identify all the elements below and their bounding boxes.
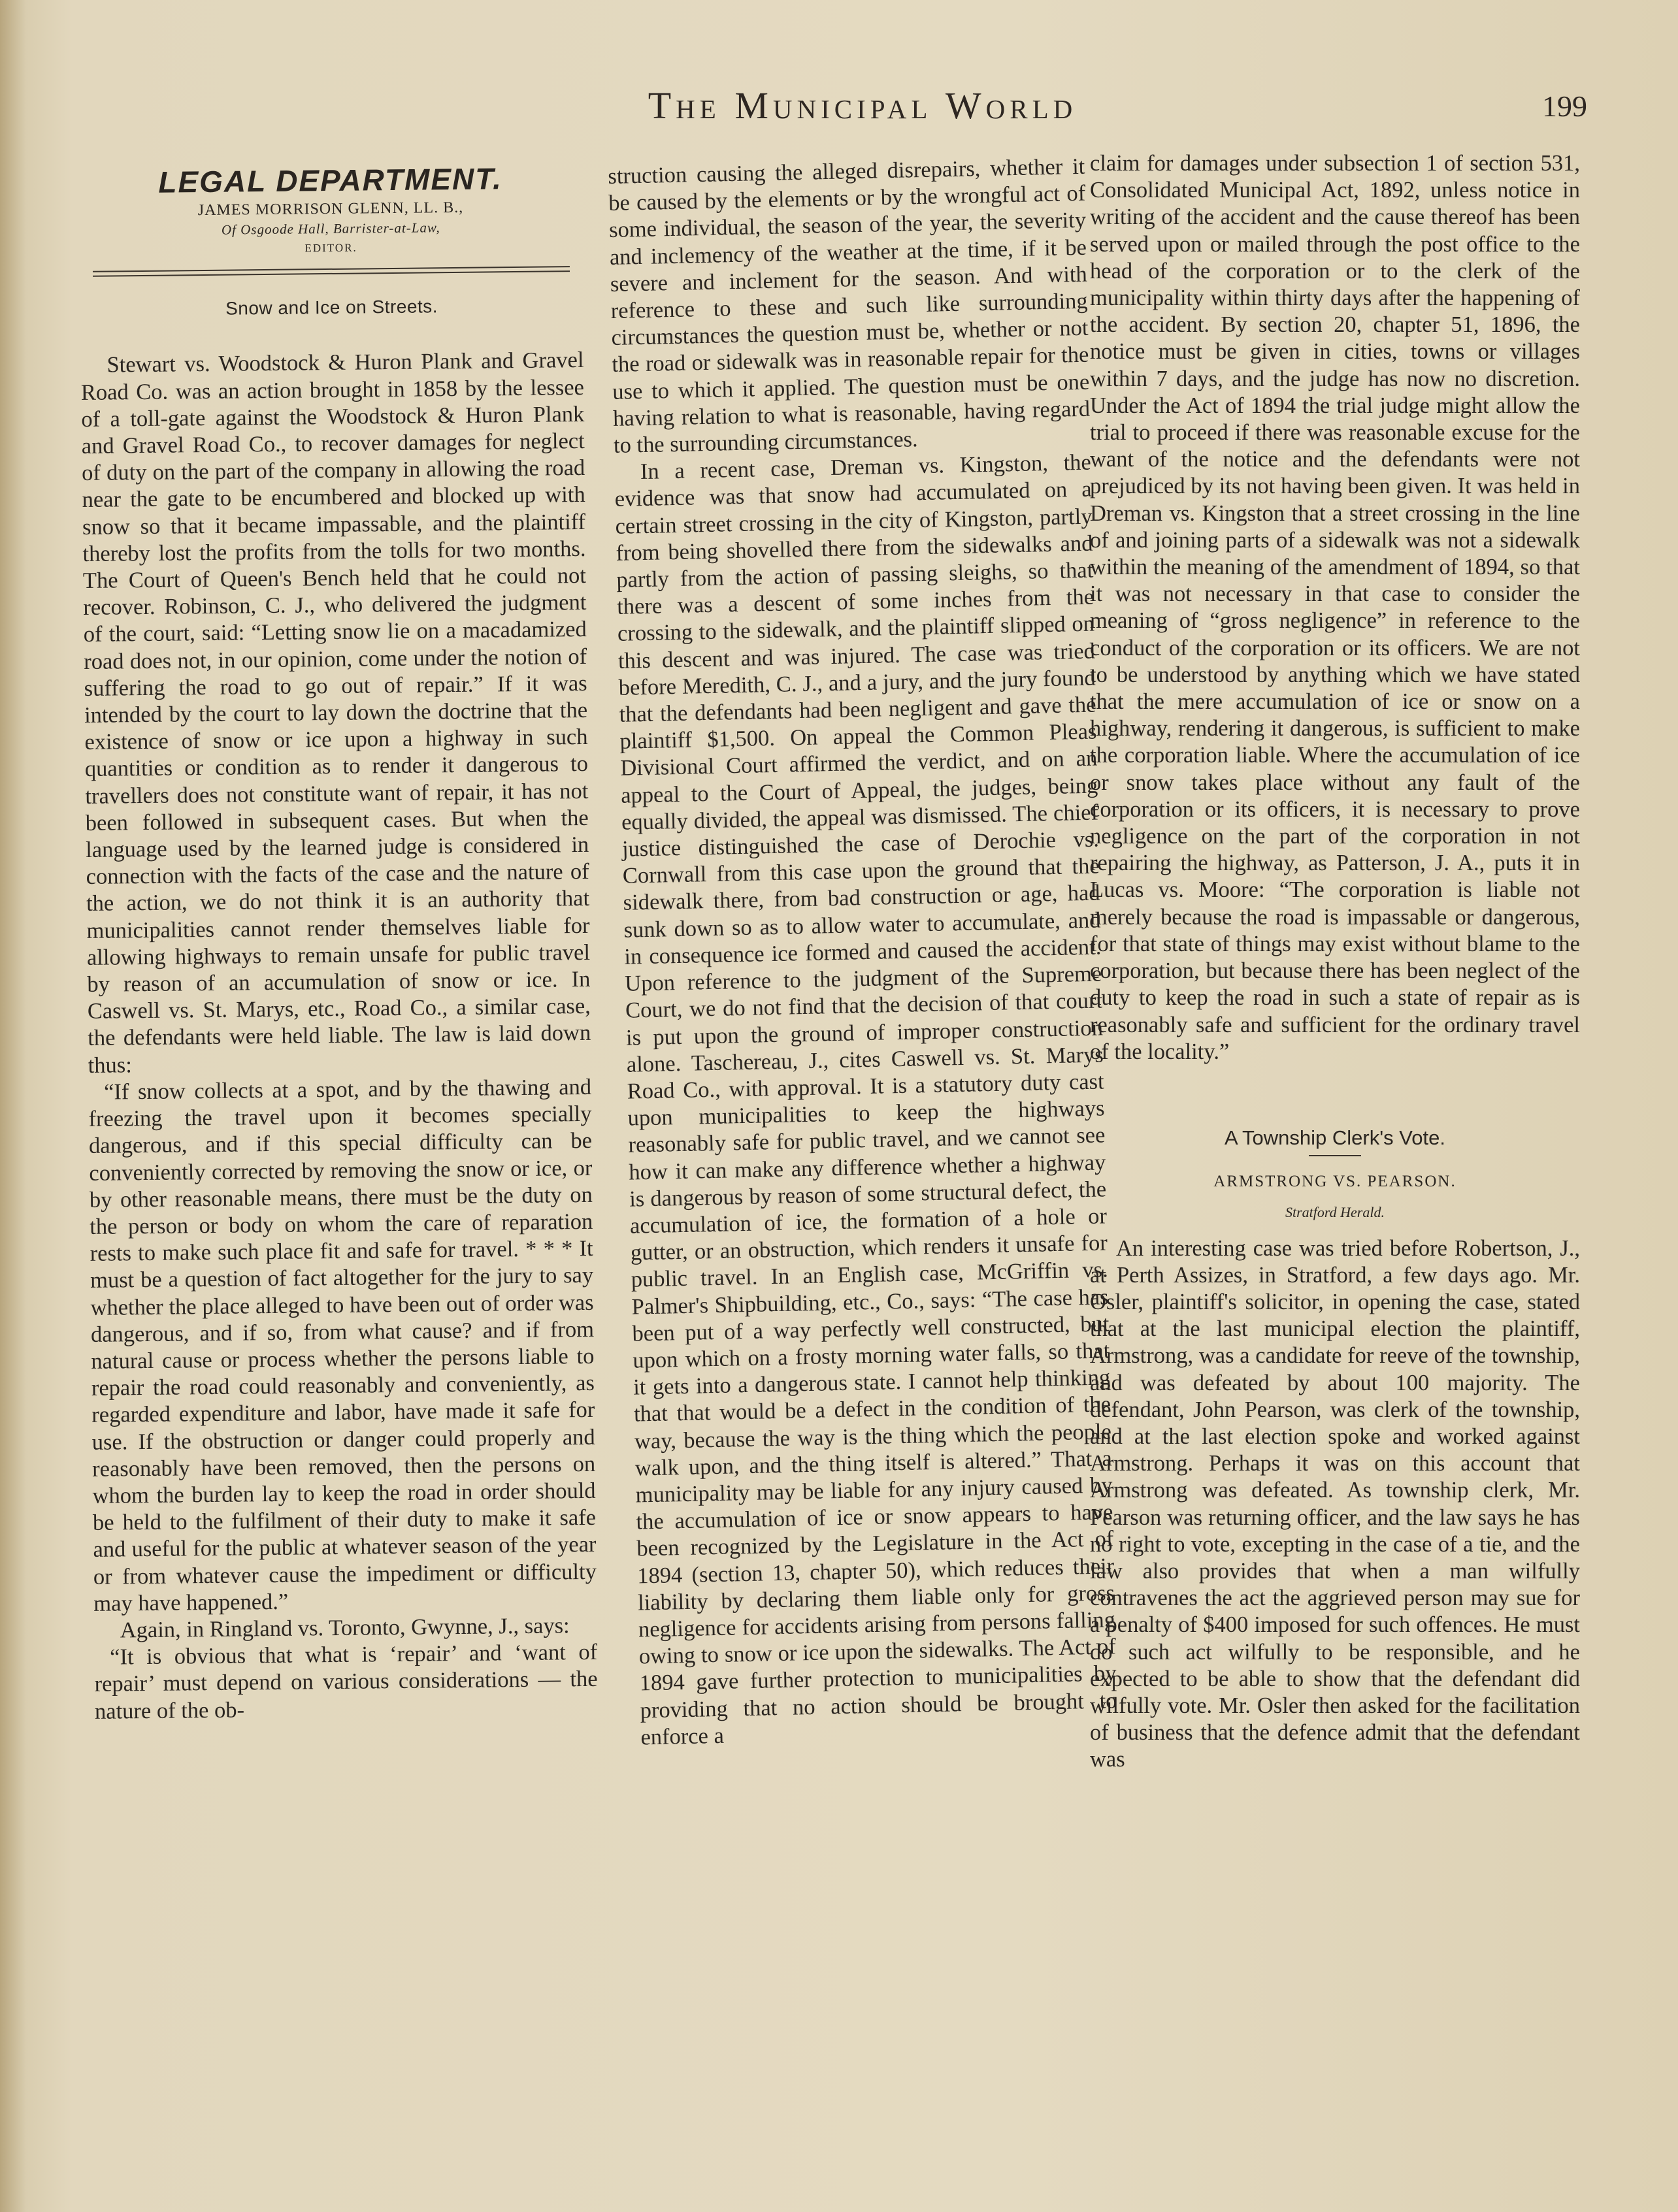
article-paragraph: struction causing the alleged disrepairs, whether it be caused by the elements or by the wrongful act of some individual, the season of the year, the severity and inclemency of the weather at the time, if it be severe and inclement for the season. And with reference to these and such like surrounding circumstances the question must be, whether or not the road or sidewalk was in reasonable repair for the use to which it applied. The question must be one having relation to what is reasonable, having regard to the surrounding circumstances. [608,154,1091,458]
editor-affiliation: Of Osgoode Hall, Barrister-at-Law, [221,220,440,238]
editor-role: EDITOR. [304,241,357,255]
article-paragraph: Again, in Ringland vs. Toronto, Gwynne, J., says: [120,1613,570,1643]
article-paragraph: Stewart vs. Woodstock & Huron Plank and Gravel Road Co. was an action brought in 1858 by the lessee of a toll-gate against the Woodstock & Huron Plank and Gravel Road Co., to recover damages for neglect of duty on the part of the company in allowing the road near the gate to be encumbered and blocked up with snow so that it became impassable, and the plaintiff thereby lost the profits from the tolls for two months. The Court of Queen's Bench held that he could not recover. Robinson, C. J., who delivered the judgment of the court, said: “Letting snow lie on a macadamized road does not, in our opinion, come under the notion of suffering the road to go out of repair.” If it was intended by the court to lay down the doctrine that the existence of snow or ice upon a highway in such quantities or condition as to render it dangerous to travellers does not constitute want of repair, it has not been followed in subsequent cases. But when the language used by the learned judge is considered in connection with the facts of the case and the nature of the action, we do not think it is an authority that municipalities cannot render themselves liable for allowing highways to remain unsafe for public travel by reason of an accumulation of snow or ice. In Caswell vs. St. Marys, etc., Road Co., a similar case, the defendants were held liable. The law is laid down thus: [80,348,591,1078]
article-paragraph: claim for damages under subsection 1 of section 531, Consolidated Municipal Act, 1892, unless notice in writing of the accident and the cause thereof has been served upon or mailed through the post office to the head of the corporation or to the clerk of the municipality within thirty days after the happening of the accident. By section 20, chapter 51, 1896, the notice must be given in cities, towns or villages within 7 days, and the judge has now no discretion. Under the Act of 1894 the trial judge might allow the trial to proceed if there was reasonable excuse for the want of the notice and the defendants were not prejudiced by its not having been given. It was held in Dreman vs. Kingston that a street crossing in the line of and joining parts of a sidewalk was not a sidewalk within the meaning of the amendment of 1894, so that it was not necessary in that case to consider the meaning of “gross negligence” in reference to the conduct of the corporation or its officers. We are not to be understood by anything which we have stated that the mere accumulation of ice or snow on a highway, rendering it dangerous, is sufficient to make the corporation liable. Where the accumulation of ice or snow takes place without any fault of the corporation or its officers, it is necessary to prove negligence on the part of the corporation in not repairing the highway, as Patterson, J. A., puts it in Lucas vs. Moore: “The corporation is liable not merely because the road is impassable or dangerous, for that state of things may exist without blame to the corporation, but because there has been neglect of the duty to keep the road in such a state of repair as is reasonably safe and sufficient for the ordinary travel of the locality.” [1090,151,1580,1064]
article-heading-clerk-vote: A Township Clerk's Vote. [1225,1126,1445,1149]
column-1 [78,144,598,1725]
article-paragraph: An interesting case was tried before Robertson, J., at Perth Assizes, in Stratford, a few days ago. Mr. Osler, plaintiff's solicitor, in opening the case, stated that at the last municipal election the plaintiff, Armstrong, was a candidate for reeve of the township, and was defeated by about 100 majority. The defendant, John Pearson, was clerk of the township, and at the last election spoke and worked against Armstrong. Perhaps it was on this account that Armstrong was defeated. As township clerk, Mr. Pearson was returning officer, and the law says he has no right to vote, excepting in the case of a tie, and the law also provides that when a man wilfully contravenes the act the aggrieved person may sue for a penalty of $400 imposed for such offences. He must do such act wilfully to be responsible, and he expected to be able to show that the defendant did wilfully vote. Mr. Osler then asked for the facilitation of business that the defence admit that the defendant was [1090,1235,1580,1772]
column-2 [608,154,1118,1751]
editor-name: JAMES MORRISON GLENN, LL. B., [197,199,464,220]
double-rule-divider [93,266,570,277]
case-title: ARMSTRONG VS. PEARSON. [1213,1173,1456,1191]
running-title: The Municipal World [648,84,1078,127]
article-source: Stratford Herald. [1285,1204,1385,1221]
article-quote: “If snow collects at a spot, and by the thawing and freezing the travel upon it becomes specially dangerous, and if this special difficulty can be conveniently corrected by removing the snow or ice, or by other reasonable means, there must be the duty on the person or body on whom the care of reparation rests to make such place fit and safe for travel. * * * It must be a question of fact altogether for the jury to say whether the place alleged to have been out of order was dangerous, and if so, from what cause? and if from natural cause or process whether the persons liable to repair the road could reasonably and conveniently, as regarded expenditure and labor, have made it safe for use. If the obstruction or danger could properly and reasonably have been removed, then the persons on whom the burden lay to keep the road in order should be held to the fulfilment of their duty to make it safe and useful for the public at whatever season of the year or from whatever cause the impediment or difficulty may have happened.” [88,1074,597,1616]
page-number: 199 [1542,89,1587,123]
department-title: LEGAL DEPARTMENT. [158,161,502,199]
article-quote: “It is obvious that what is ‘repair’ and ‘want of repair’ must depend on various considerations — the nature of the ob- [94,1639,598,1724]
column-3 [1090,150,1580,1774]
article-heading-snow-ice: Snow and Ice on Streets. [225,296,438,319]
article-paragraph: In a recent case, Dreman vs. Kingston, the evidence was that snow had accumulated on a certain street crossing in the city of Kingston, partly from being shovelled there from the sidewalks and partly from the action of passing sleighs, so that there was a descent of some inches from the crossing to the sidewalk, and the plaintiff slipped on this descent and was injured. The case was tried before Meredith, C. J., and a jury, and the jury found that the defendants had been negligent and gave the plaintiff $1,500. On appeal the Common Pleas Divisional Court affirmed the verdict, and on an appeal to the Court of Appeal, the judges, being equally divided, the appeal was dismissed. The chief justice distinguished the case of Derochie vs. Cornwall from this case upon the ground that the sidewalk there, from bad construction or age, had sunk down so as to allow water to accumulate, and in consequence ice formed and caused the accident. Upon reference to the judgment of the Supreme Court, we do not find that the decision of that court is put upon the ground of improper construction alone. Taschereau, J., cites Caswell vs. St. Marys Road Co., with approval. It is a statutory duty cast upon municipalities to keep the highways reasonably safe for public travel, and we cannot see how it can make any difference whether a highway is dangerous by reason of some structural defect, the accumulation of ice, the formation of a hole or gutter, or an obstruction, which renders it unsafe for public travel. In an English case, McGriffin vs. Palmer's Shipbuilding, etc., Co., says: “The case has been put of a way perfectly well constructed, but upon which on a frosty morning water falls, so that it gets into a dangerous state. I cannot help thinking that that would be a defect in the condition of the way, because the way is the thing which the people walk upon, and the thing itself is altered.” That a municipality may be liable for any injury caused by the accumulation of ice or snow appears to have been recognized by the Legislature in the Act of 1894 (section 13, chapter 50), which reduces their liability by declaring them liable only for gross negligence for accidents arising from persons falling owing to snow or ice upon the sidewalks. The Act of 1894 gave further protection to municipalities by providing that no action should be brought to enforce a [614,449,1117,1750]
short-rule-divider [1309,1155,1361,1156]
